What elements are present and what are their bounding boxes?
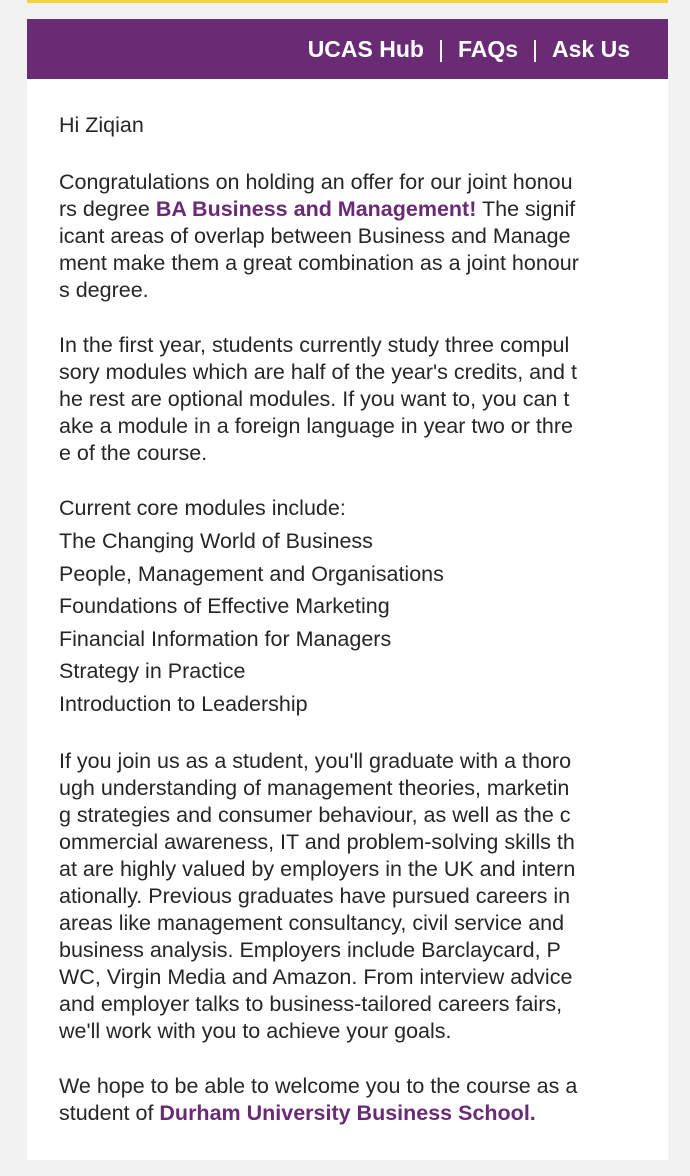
nav-separator: |	[437, 35, 444, 62]
gold-accent-line	[27, 0, 668, 3]
closing-paragraph	[59, 1073, 649, 1127]
offer-text-end: The signif icant areas of overlap between Business and Manage ment make them a great combination as a joint honour s degree.	[59, 197, 579, 302]
module-item: Foundations of Effective Marketing	[59, 594, 390, 618]
greeting: Hi Ziqian	[59, 113, 144, 137]
nav-separator: |	[532, 35, 539, 62]
module-item: People, Management and Organisations	[59, 561, 444, 586]
first-year-paragraph: In the first year, students currently study three compul sory modules which are half of the year's credits, and t he rest are optional modules. If you want to, you can t ake a module in a foreign language in year two or thre e of the course.	[59, 333, 577, 465]
modules-intro: Current core modules include:	[59, 496, 346, 520]
module-item: The Changing World of Business	[59, 529, 373, 553]
faqs-link[interactable]: FAQs	[457, 35, 519, 62]
modules-list	[59, 525, 649, 720]
closing-text: We hope to be able to welcome you to the course as a student of	[59, 1074, 578, 1125]
degree-name: BA Business and Management!	[155, 197, 477, 221]
ucas-hub-link[interactable]: UCAS Hub	[307, 35, 424, 62]
header-nav-bar	[27, 19, 668, 79]
offer-paragraph	[59, 169, 649, 304]
module-item: Strategy in Practice	[59, 659, 246, 683]
offer-text-start: Congratulations on holding an offer for our joint honou rs degree	[59, 170, 573, 221]
page-bottom-margin	[0, 1160, 690, 1176]
ask-us-link[interactable]: Ask Us	[552, 35, 630, 62]
school-name: Durham University Business School.	[159, 1101, 536, 1125]
email-body	[59, 112, 649, 1155]
core-modules-section	[59, 495, 649, 720]
module-item: Financial Information for Managers	[59, 626, 392, 651]
module-item: Introduction to Leadership	[59, 691, 308, 716]
graduate-paragraph: If you join us as a student, you'll graduate with a thoro ugh understanding of management theories, marketin g strategies and consumer behaviour, as well as the c ommercial awareness, IT and problem-solving skills th at are highly valued by employers in the UK and intern ationally. Previous graduates have pursued careers in areas like management consultancy, civil service and business analysis. Employers include Barclaycard, P WC, Virgin Media and Amazon. From interview advice and employer talks to business-tailored careers fairs, we'll work with you to achieve your goals.	[59, 749, 576, 1043]
